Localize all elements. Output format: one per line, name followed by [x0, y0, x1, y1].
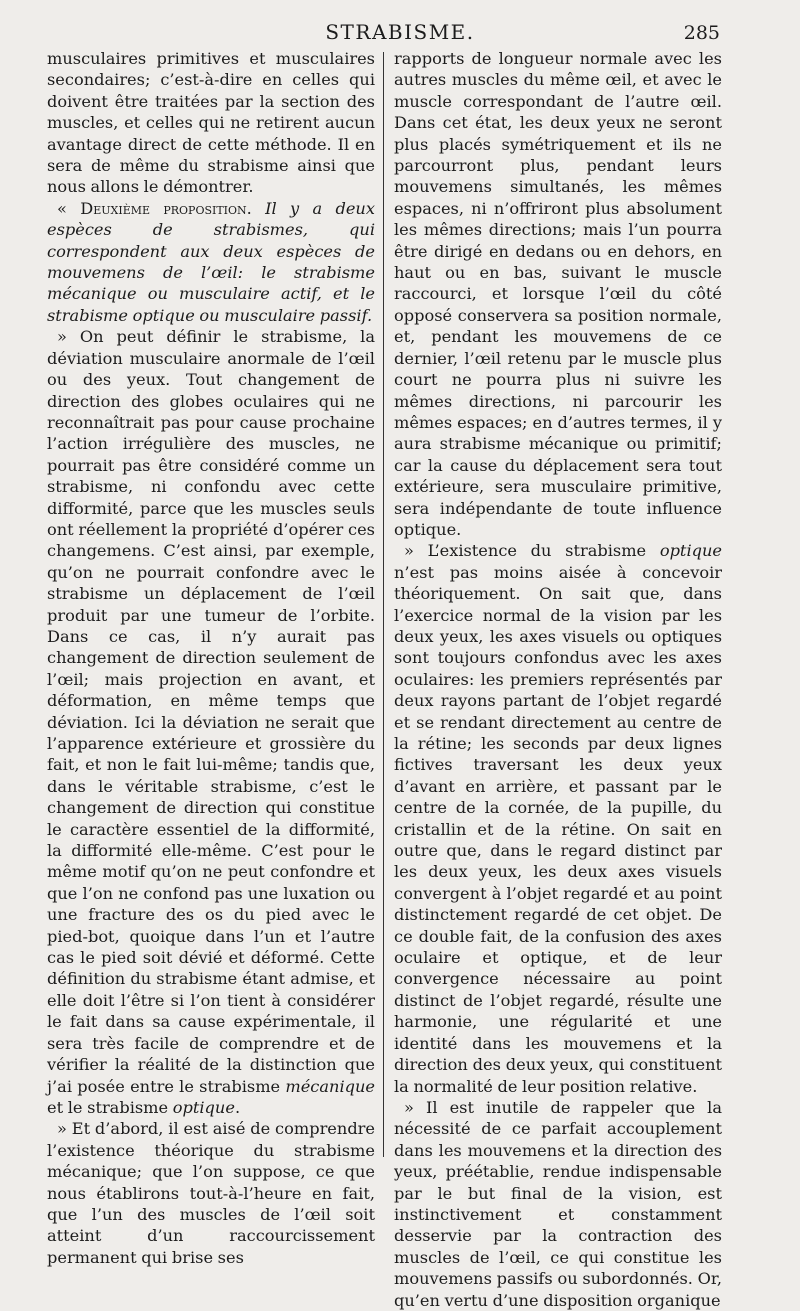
text-run: et le strabisme	[47, 1097, 173, 1117]
quote-mark: «	[57, 198, 81, 218]
right-column	[394, 48, 722, 1311]
page-number: 285	[683, 22, 720, 44]
paragraph: musculaires primitives et musculaires secondaires; c’est-à-dire en celles qui doivent être traitées par la section des muscles, et celles qui ne retirent aucun avantage direct de cette méthode. Il en sera de même du strabisme ainsi que nous allons le démontrer.	[47, 49, 375, 197]
text-run: » L’existence du strabisme	[404, 541, 660, 561]
paragraph	[394, 540, 722, 1097]
text-run: » On peut définir le strabisme, la déviation musculaire anormale de l’œil ou des yeux. Tout changement de direction des globes oculaires qui ne reconnaîtrait pas pour cause prochaine l’action irrégulière des muscles, ne pourrait pas être considéré comme un strabisme, ni confondu avec cette difformité, parce que les muscles seuls ont réellement la propriété d’opérer ces changemens. C’est ainsi, par exemple, qu’on ne pourrait confondre avec le strabisme un déplacement de l’œil produit par une tumeur de l’orbite. Dans ce cas, il n’y aurait pas changement de direction seulement de l’œil; mais projection en avant, et déformation, en même temps que déviation. Ici la déviation ne serait que l’apparence extérieure et grossière du fait, et non le fait lui-même; tandis que, dans le véritable strabisme, c’est le changement de direction qui constitue le caractère essentiel de la difformité, la difformité elle-même. C’est pour le même motif qu’on ne peut confondre et que l’on ne confond pas une luxation ou une fracture des os du pied avec le pied-bot, quoique dans l’un et l’autre cas le pied soit dévié et déformé. Cette définition du strabisme étant admise, et elle doit l’être si l’on tient à considérer le fait dans sa cause expérimentale, il sera très facile de comprendre et de vérifier la réalité de la distinction que j’ai posée entre le strabisme	[47, 327, 375, 1096]
paragraph: » Il est inutile de rappeler que la nécessité de ce parfait accouplement dans les mouvemens et la direction des yeux, préétablie, rendue indispensable par le but final de la vision, est instinctivement et constamment desservie par la contraction des muscles de l’œil, ce qui constitue les mouvemens passifs ou subordonnés. Or, qu’en vertu d’une disposition organique	[394, 1097, 722, 1310]
left-column	[47, 48, 375, 1268]
column-divider	[383, 52, 384, 1157]
emphasis: optique	[172, 1097, 235, 1117]
text-run: .	[234, 1097, 241, 1117]
page-header	[0, 18, 800, 48]
paragraph	[47, 198, 375, 326]
text-run: n’est pas moins aisée à concevoir théoriquement. On sait que, dans l’exercice normal de la vision par les deux yeux, les axes visuels ou optiques sont toujours confondus avec les axes oculaires: les premiers représentés par deux rayons partant de l’objet regardé et se rendant directement au centre de la rétine; les seconds par deux lignes fictives traversant les deux yeux d’avant en arrière, et passant par le centre de la cornée, de la pupille, du cristallin et de la rétine. On sait en outre que, dans le regard distinct par les deux yeux, les deux axes visuels convergent à l’objet regardé et au point distinctement regardé de cet objet. De ce double fait, de la confusion des axes oculaire et optique, et de leur convergence nécessaire au point distinct de l’objet regardé, résulte une harmonie, une régularité et une identité dans les mouvemens et la direction des deux yeux, qui constituent la normalité de leur position relative.	[394, 562, 722, 1096]
emphasis: optique	[659, 541, 722, 561]
emphasis: mécanique	[285, 1076, 375, 1096]
running-title: STRABISME.	[325, 20, 475, 44]
paragraph: » Et d’abord, il est aisé de comprendre l’existence théorique du strabisme mécanique; que l’on suppose, ce que nous établirons tout-à-l’heure en fait, que l’un des muscles de l’œil soit atteint d’un raccourcissement permanent qui brise ses	[47, 1119, 375, 1267]
proposition-heading: Deuxième proposition.	[80, 198, 252, 218]
paragraph	[47, 326, 375, 1118]
proposition-statement: Il y a deux espèces de strabismes, qui correspondent aux deux espèces de mouvemens de l’œil: le strabisme mécanique ou musculaire actif, et le strabisme optique ou musculaire passif.	[47, 198, 375, 325]
paragraph: rapports de longueur normale avec les autres muscles du même œil, et avec le muscle correspondant de l’autre œil. Dans cet état, les deux yeux ne seront plus placés symétriquement et ils ne parcourront plus, pendant leurs mouvemens simultanés, les mêmes espaces, ni n’offriront plus absolument les mêmes directions; mais l’un pourra être dirigé en dedans ou en dehors, en haut ou en bas, suivant le muscle raccourci, et lorsque l’œil du côté opposé conservera sa position normale, et, pendant les mouvemens de ce dernier, l’œil retenu par le muscle plus court ne pourra plus ni suivre les mêmes directions, ni parcourir les mêmes espaces; en d’autres termes, il y aura strabisme mécanique ou primitif; car la cause du déplacement sera tout extérieure, sera musculaire primitive, sera indépendante de toute influence optique.	[394, 49, 722, 539]
